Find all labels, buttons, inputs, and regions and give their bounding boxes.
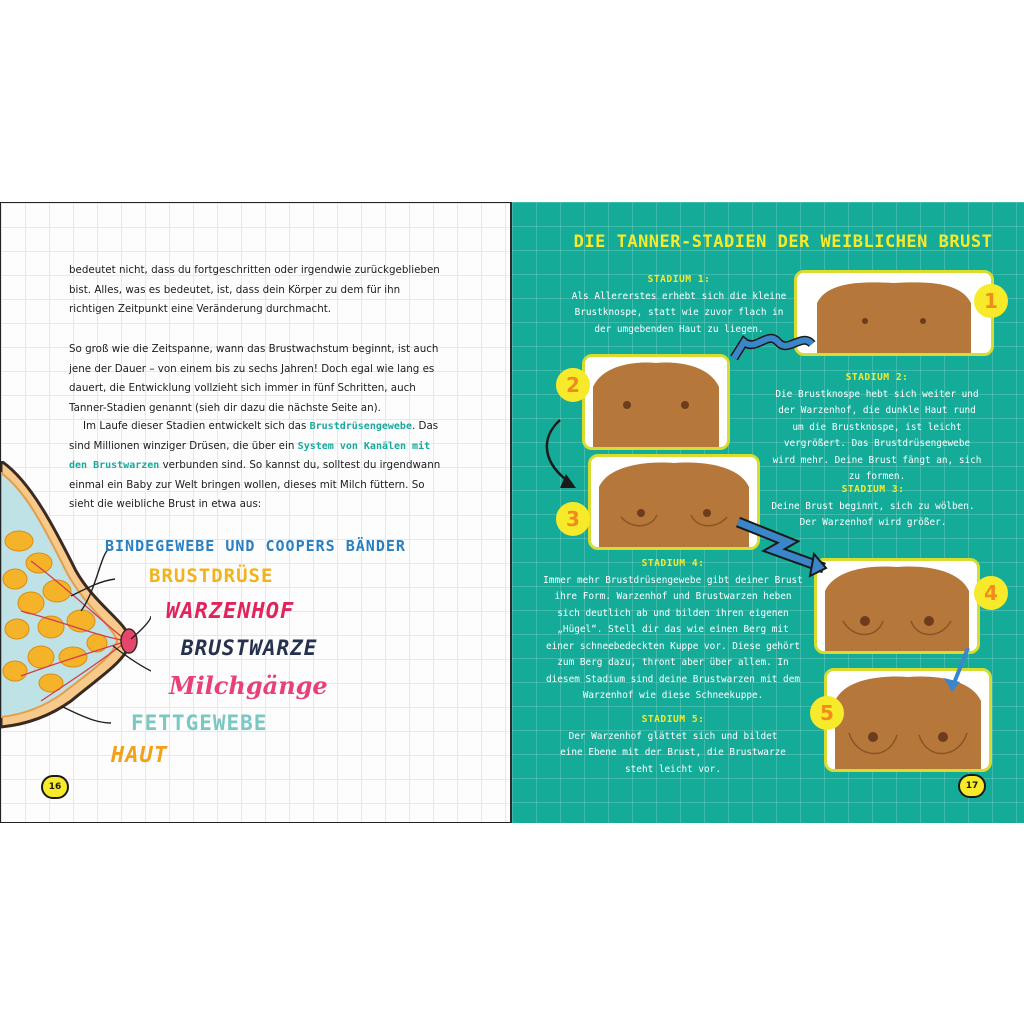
label-fettgewebe: FETTGEWEBE xyxy=(131,711,268,735)
page-title: DIE TANNER-STADIEN DER WEIBLICHEN BRUST xyxy=(573,232,993,252)
stage-1-description: Als Allererstes erhebt sich die kleine Brustknospe, statt wie zuvor flach in der umgebenden Haut zu liegen. xyxy=(571,290,787,335)
paragraph-3-text-c: verbunden sind. So kannst du, solltest du irgendwann einmal ein Baby zur Welt bringen wollen, dieses mit Milch füttern. So sieht die weibliche Brust in etwa aus: xyxy=(69,459,441,510)
stage-5-text xyxy=(560,712,786,778)
stage-1-badge: 1 xyxy=(974,284,1008,318)
stage-2-description: Die Brustknospe hebt sich weiter und der Warzenhof, die dunkle Haut rund um die Brustknospe, ist leicht vergrößert. Das Brustdrüsengewebe wird mehr. Deine Brust fängt an, sich zu formen. xyxy=(772,388,982,482)
page-number-left: 16 xyxy=(41,775,69,799)
stage-3-text xyxy=(766,482,980,532)
arrow-2-to-3-icon xyxy=(560,474,576,488)
highlight-kanaele: System von Kanälen mit den Brustwarzen xyxy=(69,440,431,471)
breast-cross-section-illustration xyxy=(1,461,151,731)
stage-4-text xyxy=(542,556,804,705)
highlight-brustdruesengewebe: Brustdrüsengewebe xyxy=(309,421,412,432)
label-brustwarze: BRUSTWARZE xyxy=(181,636,318,660)
label-bindegewebe: BINDEGEWEBE UND COOPERS BÄNDER xyxy=(105,537,406,555)
stage-1-text xyxy=(566,272,792,338)
label-warzenhof: WARZENHOF xyxy=(166,599,295,624)
label-haut: HAUT xyxy=(111,743,168,768)
stage-1-heading: STADIUM 1: xyxy=(647,274,711,285)
stage-5-heading: STADIUM 5: xyxy=(641,714,705,725)
stage-2-heading: STADIUM 2: xyxy=(845,372,909,383)
stage-2-text xyxy=(770,370,984,486)
stage-2-illustration xyxy=(582,354,730,450)
stage-3-description: Deine Brust beginnt, sich zu wölben. Der Warzenhof wird größer. xyxy=(771,500,975,528)
stage-4-badge: 4 xyxy=(974,576,1008,610)
stage-4-description: Immer mehr Brustdrüsengewebe gibt deiner Brust ihre Form. Warzenhof und Brustwarzen heben sich deutlich ab und bilden ihren eigenen „Hügel“. Stell dir das wie einen Berg mit einer schneebedeckten Kuppe vor. Diese gehört zum Berg dazu, thront aber über allem. In diesem Stadium sind deine Brustwarzen mit dem Warzenhof wie diese Schneekuppe. xyxy=(543,574,803,701)
book-spread xyxy=(0,202,1024,823)
stage-5-description: Der Warzenhof glättet sich und bildet eine Ebene mit der Brust, die Brustwarze steht leicht vor. xyxy=(560,730,786,775)
stage-4-illustration xyxy=(814,558,980,654)
label-brustdruese: BRUSTDRÜSE xyxy=(149,565,274,587)
paragraph-3-text-b: . Das sind Millionen winziger Drüsen, die über ein xyxy=(69,420,439,452)
page-number-right: 17 xyxy=(958,774,986,798)
right-page xyxy=(512,202,1024,823)
stage-3-illustration xyxy=(588,454,760,550)
stage-5-illustration xyxy=(824,668,992,772)
label-milchgaenge: Milchgänge xyxy=(169,671,328,700)
paragraph-3-text-a: Im Laufe dieser Stadien entwickelt sich das xyxy=(83,420,310,432)
stage-2-badge: 2 xyxy=(556,368,590,402)
stage-5-badge: 5 xyxy=(810,696,844,730)
stage-4-heading: STADIUM 4: xyxy=(641,558,705,569)
paragraph-1: bedeutet nicht, dass du fortgeschritten oder irgendwie zurückgeblieben bist. Alles, was es bedeutet, ist, dass dein Körper zu dem für ihn richtigen Zeitpunkt eine Veränderung durchmacht. xyxy=(69,264,440,315)
paragraph-2: So groß wie die Zeitspanne, wann das Brustwachstum beginnt, ist auch jene der Dauer – von einem bis zu sechs Jahren! Doch egal wie lang es dauert, die Entwicklung vollzieht sich immer in fünf Schritten, auch Tanner-Stadien genannt (sieh dir dazu die nächste Seite an). xyxy=(69,343,439,414)
left-page xyxy=(0,202,511,823)
stage-3-heading: STADIUM 3: xyxy=(841,484,905,495)
stage-1-illustration xyxy=(794,270,994,356)
stage-3-badge: 3 xyxy=(556,502,590,536)
